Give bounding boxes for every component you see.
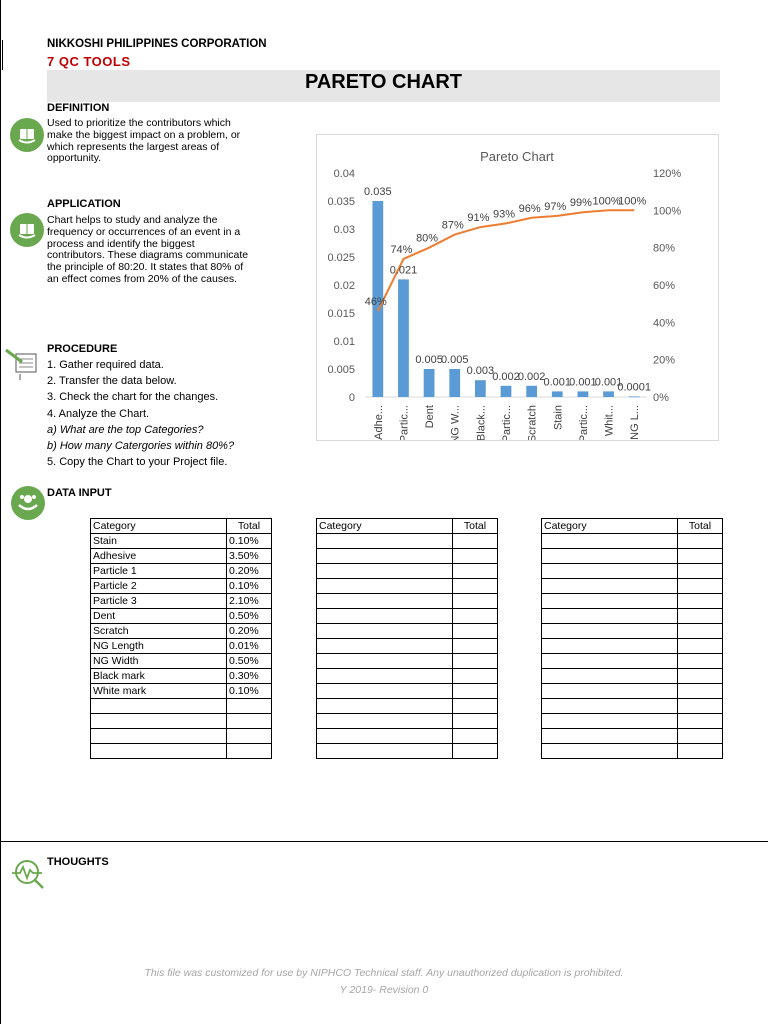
procedure-heading: PROCEDURE xyxy=(47,343,118,355)
table-row-empty xyxy=(317,594,498,609)
x-tick-label: Adhe... xyxy=(372,405,385,440)
table-row-empty xyxy=(91,729,272,744)
footer-notice: This file was customized for use by NIPHCO Technical staff. Any unauthorized duplication is prohibited. xyxy=(144,967,624,979)
category-cell[interactable]: White mark xyxy=(91,684,227,699)
table-row-empty xyxy=(317,684,498,699)
book-hand-icon xyxy=(10,118,44,152)
bar xyxy=(501,386,512,397)
total-cell[interactable] xyxy=(453,549,498,564)
category-cell[interactable] xyxy=(91,729,227,744)
bar-data-label: 0.001 xyxy=(594,376,623,389)
category-cell[interactable]: Stain xyxy=(91,534,227,549)
y2-tick-label: 20% xyxy=(653,354,676,367)
table-row xyxy=(91,684,272,699)
category-cell[interactable] xyxy=(317,654,453,669)
y-tick-label: 0.025 xyxy=(327,252,355,264)
total-cell[interactable] xyxy=(453,579,498,594)
company-name: NIKKOSHI PHILIPPINES CORPORATION xyxy=(47,38,267,50)
total-cell[interactable]: 0.10% xyxy=(227,579,272,594)
table-row-empty xyxy=(542,624,723,639)
bar-data-label: 0.001 xyxy=(569,376,597,389)
total-cell[interactable]: 0.20% xyxy=(227,624,272,639)
table-row-empty xyxy=(317,564,498,579)
total-cell[interactable] xyxy=(453,639,498,654)
pareto-chart[interactable] xyxy=(316,134,719,441)
page-title-bar xyxy=(47,70,720,102)
bar-data-label: 0.005 xyxy=(440,354,469,366)
total-cell[interactable] xyxy=(227,744,272,759)
bar-data-label: 0.001 xyxy=(543,376,572,389)
category-cell[interactable] xyxy=(542,549,678,564)
bar-data-label: 0.0001 xyxy=(617,381,652,394)
x-tick-label: Dent xyxy=(424,405,437,429)
total-cell[interactable] xyxy=(453,669,498,684)
line-data-label: 91% xyxy=(467,212,490,225)
procedure-step: 3. Check the chart for the changes. xyxy=(47,391,219,404)
category-cell[interactable]: NG Length xyxy=(91,639,227,654)
table-row xyxy=(91,654,272,669)
table-row-empty xyxy=(542,684,723,699)
y2-tick-label: 120% xyxy=(653,168,682,180)
table-row-empty xyxy=(542,609,723,624)
bar xyxy=(449,369,460,397)
category-cell[interactable] xyxy=(542,609,678,624)
line-data-label: 80% xyxy=(416,232,439,245)
total-cell[interactable] xyxy=(678,564,723,579)
procedure-question: a) What are the top Categories? xyxy=(47,423,204,436)
col-header-total: Total xyxy=(453,519,498,534)
procedure-question: b) How many Catergories within 80%? xyxy=(47,440,235,453)
application-line: an effect comes from 20% of the causes. xyxy=(47,272,238,285)
table-row-empty xyxy=(542,564,723,579)
category-cell[interactable]: Particle 3 xyxy=(91,594,227,609)
line-data-label: 46% xyxy=(364,296,387,309)
pareto-chart-svg xyxy=(317,135,718,440)
definition-line: Used to prioritize the contributors which xyxy=(47,117,231,129)
x-tick-label: NG W... xyxy=(449,405,462,440)
application-line: the principle of 80:20. It states that 80% of xyxy=(47,261,244,274)
table-row-empty xyxy=(317,609,498,624)
y-tick-label: 0.02 xyxy=(333,280,355,292)
total-cell[interactable] xyxy=(453,534,498,549)
table-header-row xyxy=(317,519,498,534)
procedure-step: 5. Copy the Chart to your Project file. xyxy=(47,456,228,469)
line-data-label: 99% xyxy=(569,197,592,210)
left-margin-line xyxy=(2,40,3,70)
table-row-empty xyxy=(317,624,498,639)
total-cell[interactable] xyxy=(453,624,498,639)
x-tick-label: Scratch xyxy=(526,405,539,440)
category-cell[interactable] xyxy=(317,714,453,729)
total-cell[interactable] xyxy=(678,534,723,549)
y2-tick-label: 100% xyxy=(653,205,682,218)
procedure-step: 2. Transfer the data below. xyxy=(47,375,177,388)
col-header-category: Category xyxy=(91,519,227,534)
checklist-pencil-icon xyxy=(4,346,40,382)
table-row-empty xyxy=(91,714,272,729)
line-data-label: 100% xyxy=(592,195,621,208)
total-cell[interactable]: 2.10% xyxy=(227,594,272,609)
total-cell[interactable] xyxy=(678,579,723,594)
total-cell[interactable]: 0.20% xyxy=(227,564,272,579)
total-cell[interactable] xyxy=(453,654,498,669)
line-data-label: 74% xyxy=(390,243,413,256)
category-cell[interactable] xyxy=(542,579,678,594)
bar xyxy=(424,369,435,397)
bar-data-label: 0.002 xyxy=(492,370,520,383)
table-row xyxy=(91,564,272,579)
bar-data-label: 0.021 xyxy=(389,264,418,277)
total-cell[interactable]: 0.30% xyxy=(227,669,272,684)
category-cell[interactable]: Scratch xyxy=(91,624,227,639)
table-row-empty xyxy=(542,534,723,549)
total-cell[interactable] xyxy=(453,564,498,579)
y2-tick-label: 40% xyxy=(653,317,676,330)
total-cell[interactable] xyxy=(227,714,272,729)
x-tick-label: NG L... xyxy=(629,405,642,440)
bar xyxy=(526,386,537,397)
bar-data-label: 0.002 xyxy=(517,370,546,383)
category-cell[interactable]: Dent xyxy=(91,609,227,624)
col-header-category: Category xyxy=(317,519,453,534)
bar xyxy=(552,391,563,397)
bar xyxy=(475,380,486,397)
table-row-empty xyxy=(317,549,498,564)
table-row-empty xyxy=(542,594,723,609)
category-cell[interactable]: Black mark xyxy=(91,669,227,684)
table-row-empty xyxy=(317,579,498,594)
category-cell[interactable] xyxy=(317,729,453,744)
x-tick-label: Whit... xyxy=(603,405,616,437)
table-row-empty xyxy=(542,669,723,684)
bar xyxy=(603,391,614,397)
y-tick-label: 0.01 xyxy=(333,336,355,348)
definition-line: which represents the largest areas of xyxy=(47,140,220,153)
definition-text xyxy=(47,118,240,165)
footer-revision: Y 2019- Revision 0 xyxy=(339,984,429,996)
table-row-empty xyxy=(317,639,498,654)
total-cell[interactable] xyxy=(678,699,723,714)
total-cell[interactable] xyxy=(453,729,498,744)
total-cell[interactable]: 0.50% xyxy=(227,654,272,669)
y-tick-label: 0.04 xyxy=(333,168,355,180)
application-line: process and identify the biggest xyxy=(47,237,195,250)
line-data-label: 100% xyxy=(618,195,647,208)
total-cell[interactable] xyxy=(678,654,723,669)
category-cell[interactable] xyxy=(317,669,453,684)
total-cell[interactable] xyxy=(227,699,272,714)
category-cell[interactable] xyxy=(91,744,227,759)
total-cell[interactable]: 0.10% xyxy=(227,534,272,549)
data-input-table-3 xyxy=(541,518,723,759)
table-row-empty xyxy=(542,579,723,594)
heartbeat-magnifier-icon xyxy=(10,856,46,892)
page-title: PARETO CHART xyxy=(304,71,463,93)
line-data-label: 96% xyxy=(518,202,541,215)
x-tick-label: Stain xyxy=(552,405,565,431)
procedure-step: 1. Gather required data. xyxy=(47,359,164,371)
category-cell[interactable] xyxy=(542,729,678,744)
total-cell[interactable] xyxy=(678,714,723,729)
category-cell[interactable] xyxy=(317,744,453,759)
category-cell[interactable] xyxy=(542,669,678,684)
y2-tick-label: 0% xyxy=(653,392,669,404)
total-cell[interactable]: 0.10% xyxy=(227,684,272,699)
y-tick-label: 0.035 xyxy=(327,196,355,208)
table-row-empty xyxy=(542,549,723,564)
bar xyxy=(578,391,589,397)
table-row-empty xyxy=(317,744,498,759)
line-data-label: 93% xyxy=(492,208,516,221)
category-cell[interactable] xyxy=(542,654,678,669)
hands-plant-icon xyxy=(11,486,45,520)
category-cell[interactable] xyxy=(91,699,227,714)
bar-data-label: 0.003 xyxy=(466,365,495,378)
category-cell[interactable] xyxy=(542,624,678,639)
table-row-empty xyxy=(317,534,498,549)
col-header-total: Total xyxy=(678,519,723,534)
table-row-empty xyxy=(317,654,498,669)
thoughts-heading: THOUGHTS xyxy=(47,856,109,868)
definition-heading: DEFINITION xyxy=(47,102,110,114)
table-row xyxy=(91,549,272,564)
definition-line: make the biggest impact on a problem, or xyxy=(47,128,241,141)
category-cell[interactable]: Adhesive xyxy=(91,549,227,564)
table-header-row xyxy=(542,519,723,534)
definition-line: opportunity. xyxy=(47,152,102,165)
table-row-empty xyxy=(542,699,723,714)
table-row xyxy=(91,639,272,654)
procedure-steps xyxy=(47,357,234,470)
table-row xyxy=(91,624,272,639)
table-row-empty xyxy=(542,654,723,669)
category-cell[interactable] xyxy=(317,549,453,564)
table-header-row xyxy=(91,519,272,534)
application-heading: APPLICATION xyxy=(47,198,121,210)
col-header-total: Total xyxy=(227,519,272,534)
line-data-label: 87% xyxy=(441,219,464,232)
total-cell[interactable] xyxy=(227,729,272,744)
total-cell[interactable] xyxy=(678,624,723,639)
category-cell[interactable] xyxy=(317,579,453,594)
total-cell[interactable] xyxy=(678,684,723,699)
category-cell[interactable] xyxy=(542,564,678,579)
x-tick-label: Partic... xyxy=(577,405,590,440)
y-tick-label: 0 xyxy=(348,392,355,404)
bar xyxy=(629,396,640,397)
category-cell[interactable] xyxy=(542,594,678,609)
book-hand-icon xyxy=(10,213,44,247)
total-cell[interactable] xyxy=(678,594,723,609)
x-tick-label: Partic... xyxy=(501,405,513,440)
table-row xyxy=(91,579,272,594)
table-row-empty xyxy=(542,639,723,654)
col-header-category: Category xyxy=(542,519,678,534)
data-input-table-2 xyxy=(316,518,498,759)
total-cell[interactable] xyxy=(453,744,498,759)
table-row xyxy=(91,609,272,624)
total-cell[interactable]: 3.50% xyxy=(227,549,272,564)
total-cell[interactable] xyxy=(453,699,498,714)
category-cell[interactable]: Particle 2 xyxy=(91,579,227,594)
chart-title: Pareto Chart xyxy=(480,149,554,164)
table-row-empty xyxy=(542,744,723,759)
table-row-empty xyxy=(317,729,498,744)
category-cell[interactable] xyxy=(542,534,678,549)
page-border-left xyxy=(0,0,1,1024)
category-cell[interactable]: Particle 1 xyxy=(91,564,227,579)
table-row-empty xyxy=(542,714,723,729)
category-cell[interactable] xyxy=(542,714,678,729)
bar xyxy=(398,279,409,397)
category-cell[interactable] xyxy=(542,744,678,759)
category-cell[interactable] xyxy=(317,564,453,579)
category-cell[interactable] xyxy=(542,684,678,699)
table-row-empty xyxy=(542,729,723,744)
category-cell[interactable] xyxy=(317,684,453,699)
total-cell[interactable] xyxy=(678,744,723,759)
qc-tools-label: 7 QC TOOLS xyxy=(47,54,131,69)
thoughts-divider xyxy=(0,841,768,842)
cumulative-line xyxy=(378,210,634,311)
total-cell[interactable]: 0.50% xyxy=(227,609,272,624)
total-cell[interactable] xyxy=(678,639,723,654)
total-cell[interactable] xyxy=(678,549,723,564)
y2-tick-label: 60% xyxy=(653,280,676,292)
x-tick-label: Partic... xyxy=(398,405,411,440)
table-row-empty xyxy=(317,714,498,729)
application-text xyxy=(47,215,248,286)
data-input-heading: DATA INPUT xyxy=(47,487,112,499)
procedure-step: 4. Analyze the Chart. xyxy=(47,407,150,420)
category-cell[interactable]: NG Width xyxy=(91,654,227,669)
x-tick-label: Black... xyxy=(475,405,488,440)
total-cell[interactable] xyxy=(678,609,723,624)
y2-tick-label: 80% xyxy=(653,242,676,255)
total-cell[interactable]: 0.01% xyxy=(227,639,272,654)
application-line: frequency or occurrences of an event in a xyxy=(47,225,241,238)
table-row-empty xyxy=(317,669,498,684)
bar-data-label: 0.035 xyxy=(364,186,392,198)
category-cell[interactable] xyxy=(542,699,678,714)
category-cell[interactable] xyxy=(317,534,453,549)
total-cell[interactable] xyxy=(453,594,498,609)
category-cell[interactable] xyxy=(317,699,453,714)
table-row xyxy=(91,594,272,609)
table-row xyxy=(91,534,272,549)
category-cell[interactable] xyxy=(317,594,453,609)
category-cell[interactable] xyxy=(317,609,453,624)
application-line: contributors. These diagrams communicate xyxy=(47,249,249,262)
category-cell[interactable] xyxy=(317,624,453,639)
total-cell[interactable] xyxy=(453,609,498,624)
data-input-table-1 xyxy=(90,518,272,759)
total-cell[interactable] xyxy=(678,729,723,744)
table-row-empty xyxy=(91,744,272,759)
table-row-empty xyxy=(317,699,498,714)
total-cell[interactable] xyxy=(453,714,498,729)
bar-data-label: 0.005 xyxy=(415,354,443,366)
y-tick-label: 0.015 xyxy=(327,308,355,320)
table-row-empty xyxy=(91,699,272,714)
line-data-label: 97% xyxy=(544,200,567,213)
category-cell[interactable] xyxy=(542,639,678,654)
table-row xyxy=(91,669,272,684)
application-line: Chart helps to study and analyze the xyxy=(47,214,218,226)
total-cell[interactable] xyxy=(453,684,498,699)
total-cell[interactable] xyxy=(678,669,723,684)
category-cell[interactable] xyxy=(317,639,453,654)
category-cell[interactable] xyxy=(91,714,227,729)
y-tick-label: 0.03 xyxy=(333,224,355,236)
y-tick-label: 0.005 xyxy=(327,364,355,376)
